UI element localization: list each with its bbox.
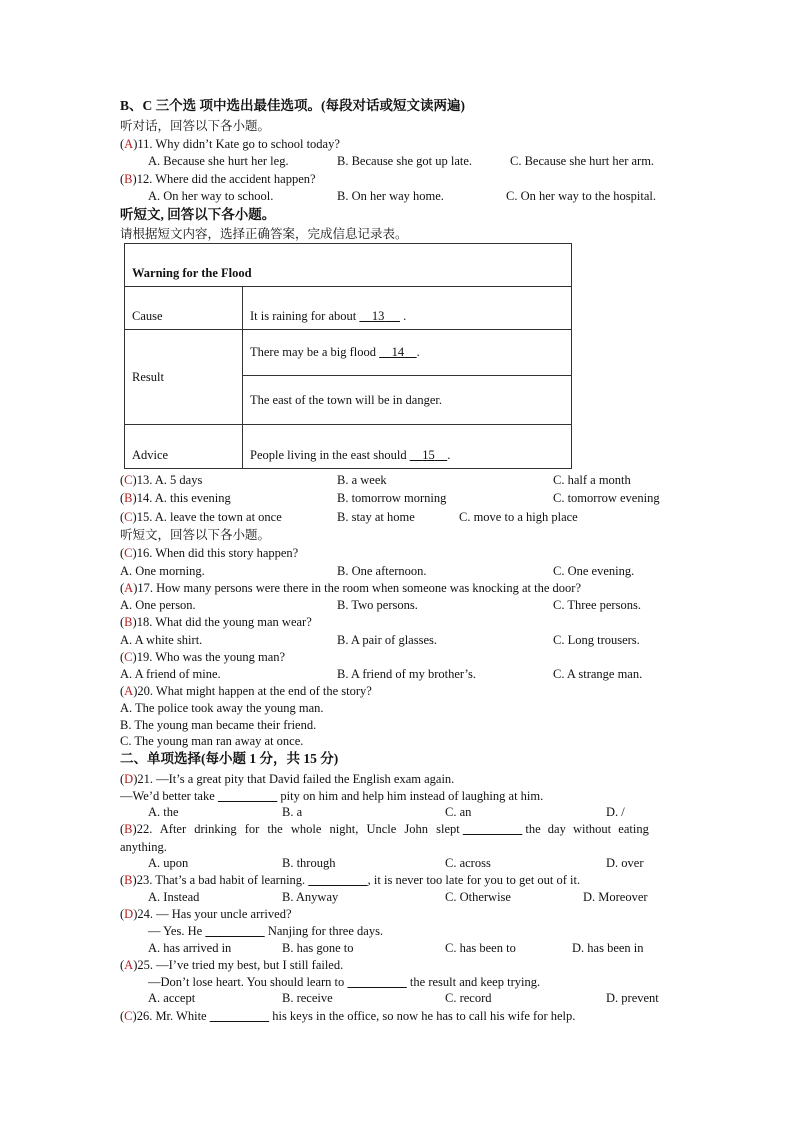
blank-15[interactable]: 15 [422,448,435,462]
q20-option-a: A. The police took away the young man. [120,701,324,715]
q11-stem: (A)11. Why didn’t Kate go to school today? [120,137,340,151]
q14-option-b: B. tomorrow morning [337,491,447,505]
q15-row: (C)15. A. leave the town at once [120,510,282,524]
q16-answer: C [124,546,133,560]
q20-answer: A [124,684,134,698]
q15-option-b: B. stay at home [337,510,415,524]
q17-option-b: B. Two persons. [337,598,418,612]
q19-option-b: B. A friend of my brother’s. [337,667,476,681]
q11-option-c: C. Because she hurt her arm. [510,154,655,168]
q20-option-b: B. The young man became their friend. [120,718,317,732]
blank-26[interactable] [210,1009,269,1023]
cause-cell: It is raining for about 13 . [243,287,572,330]
q17-stem: (A)17. How many persons were there in the room when someone was knocking at the door? [120,581,582,595]
blank-22[interactable] [463,822,522,836]
q16-option-b: B. One afternoon. [337,564,427,578]
q18-answer: B [124,615,133,629]
q25-option-c: C. record [445,991,492,1005]
q13-option-c: C. half a month [553,473,631,487]
q17-option-c: C. Three persons. [553,598,641,612]
q12-option-a: A. On her way to school. [148,189,274,203]
q13-answer: C [124,473,133,487]
q14-option-c: C. tomorrow evening [553,491,660,505]
q22-option-c: C. across [445,856,491,870]
q19-answer: C [124,650,133,664]
q23-option-a: A. Instead [148,890,200,904]
section-heading: B、C 三个选 项中选出最佳选项。(每段对话或短文读两遍) [120,98,465,113]
blank-25[interactable] [347,975,406,989]
q21-option-c: C. an [445,805,472,819]
q17-option-a: A. One person. [120,598,196,612]
q20-option-c: C. The young man ran away at once. [120,734,304,748]
q21-option-d: D. / [606,805,625,819]
q22-option-a: A. upon [148,856,189,870]
q26-answer: C [124,1009,133,1023]
q21-stem: (D)21. —It’s a great pity that David failed the English exam again. [120,772,455,786]
q11-option-a: A. Because she hurt her leg. [148,154,289,168]
q22-option-d: D. over [606,856,644,870]
blank-24[interactable] [205,924,264,938]
sec3-intro: 听短文，回答以下各小题。 [120,528,271,542]
q13-row: (C)13. A. 5 days [120,473,203,487]
q22-answer: B [124,822,133,836]
q18-option-a: A. A white shirt. [120,633,203,647]
q22-option-b: B. through [282,856,336,870]
q25-line2: —Don’t lose heart. You should learn to the result and keep trying. [148,975,541,989]
result-label: Result [125,330,243,425]
q24-stem: (D)24. — Has your uncle arrived? [120,907,292,921]
q23-option-b: B. Anyway [282,890,339,904]
q14-row: (B)14. A. this evening [120,491,231,505]
result-cell-1: There may be a big flood 14 . [243,330,572,376]
blank-23[interactable] [308,873,367,887]
q21-option-a: A. the [148,805,179,819]
blank-13[interactable]: 13 [371,309,385,323]
q16-option-a: A. One morning. [120,564,205,578]
q23-stem: (B)23. That’s a bad habit of learning. , it is never too late for you to get out of it. [120,873,581,887]
q15-option-c: C. move to a high place [459,510,578,524]
q22-stem: (B)22. After drinking for the whole night, Uncle John slept the day without eating [120,822,649,836]
q25-stem: (A)25. —I’ve tried my best, but I still failed. [120,958,344,972]
q11-answer: A [124,137,134,151]
q24-answer: D [124,907,134,921]
q16-stem: (C)16. When did this story happen? [120,546,299,560]
table-title: Warning for the Flood [125,244,572,287]
q24-option-c: C. has been to [445,941,516,955]
q22-continuation: anything. [120,840,167,854]
q26-stem: (C)26. Mr. White his keys in the office, so now he has to call his wife for help. [120,1009,576,1023]
flood-record-table [124,243,572,469]
sec1-intro: 听对话，回答以下各小题。 [120,119,271,133]
cause-label: Cause [125,287,243,330]
q12-option-b: B. On her way home. [337,189,444,203]
q19-option-c: C. A strange man. [553,667,643,681]
q25-answer: A [124,958,134,972]
q16-option-c: C. One evening. [553,564,635,578]
q14-answer: B [124,491,133,505]
q24-option-b: B. has gone to [282,941,354,955]
q25-option-b: B. receive [282,991,333,1005]
q21-option-b: B. a [282,805,303,819]
q21-line2: —We’d better take pity on him and help him instead of laughing at him. [120,789,544,803]
blank-21[interactable] [218,789,277,803]
q19-stem: (C)19. Who was the young man? [120,650,286,664]
q15-answer: C [124,510,133,524]
q21-answer: D [124,772,134,786]
q23-option-d: D. Moreover [583,890,648,904]
q11-option-b: B. Because she got up late. [337,154,473,168]
advice-cell: People living in the east should 15 . [243,425,572,469]
q24-line2: — Yes. He Nanjing for three days. [148,924,384,938]
q19-option-a: A. A friend of mine. [120,667,221,681]
q24-option-d: D. has been in [572,941,644,955]
q12-answer: B [124,172,133,186]
q18-option-b: B. A pair of glasses. [337,633,437,647]
blank-14[interactable]: 14 [391,345,405,359]
q12-option-c: C. On her way to the hospital. [506,189,656,203]
q18-stem: (B)18. What did the young man wear? [120,615,312,629]
q24-option-a: A. has arrived in [148,941,232,955]
q25-option-a: A. accept [148,991,196,1005]
q23-answer: B [124,873,133,887]
advice-label: Advice [125,425,243,469]
q13-option-b: B. a week [337,473,387,487]
result-cell-2: The east of the town will be in danger. [243,376,572,425]
q20-stem: (A)20. What might happen at the end of the story? [120,684,372,698]
sec2-title: 听短文, 回答以下各小题。 [120,207,276,222]
q23-option-c: C. Otherwise [445,890,511,904]
q12-stem: (B)12. Where did the accident happen? [120,172,316,186]
q25-option-d: D. prevent [606,991,659,1005]
part2-title: 二、单项选择(每小题 1 分，共 15 分) [120,751,339,766]
q17-answer: A [124,581,134,595]
q18-option-c: C. Long trousers. [553,633,640,647]
sec2-instruction: 请根据短文内容，选择正确答案，完成信息记录表。 [120,227,408,241]
